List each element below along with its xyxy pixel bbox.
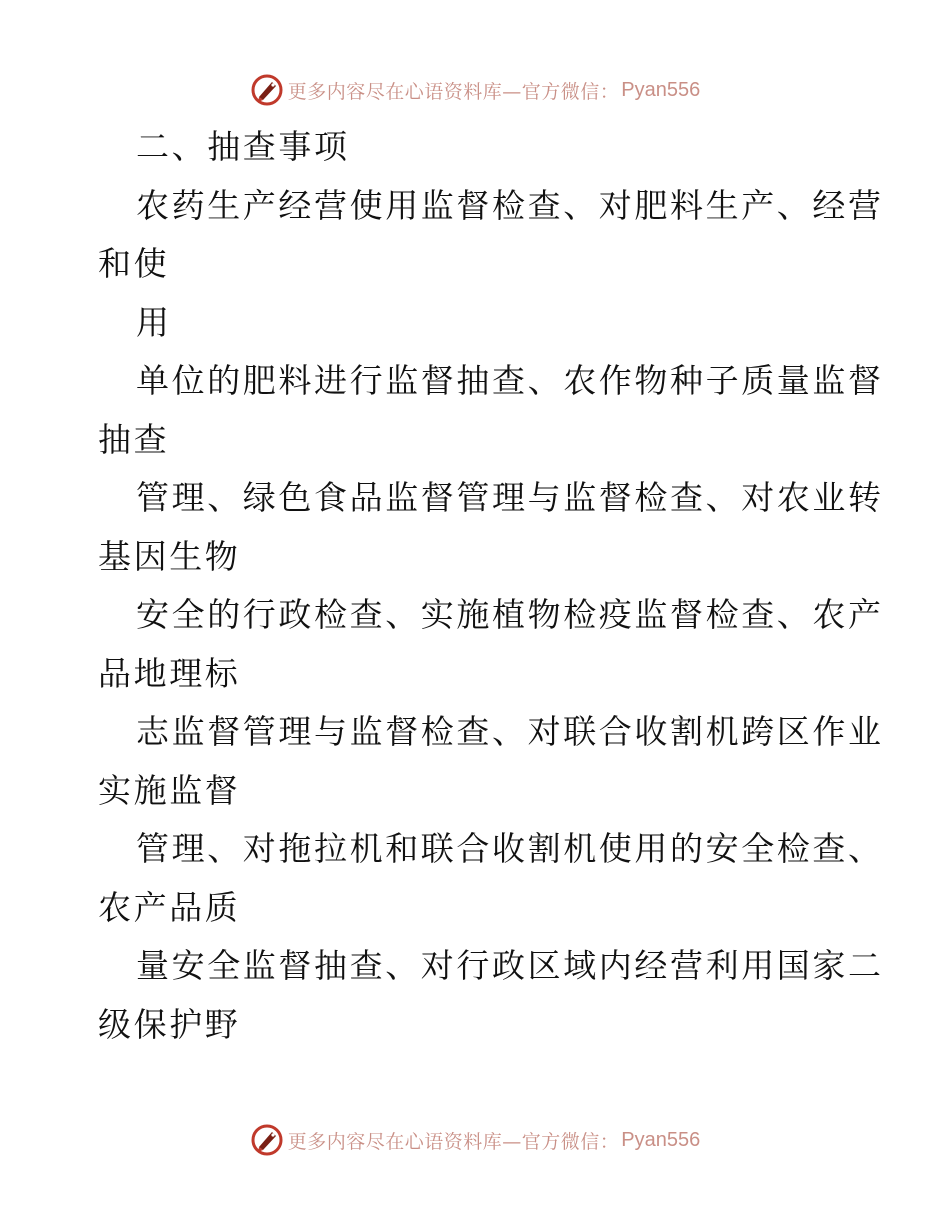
text-line: 二、抽查事项	[136, 127, 350, 166]
text-line: 志监督管理与监督检查、对联合收割机跨区作业	[136, 712, 884, 751]
text-line: 用	[136, 302, 172, 342]
text-line: 单位的肥料进行监督抽查、农作物种子质量监督	[136, 361, 884, 400]
text-line: 品地理标	[98, 653, 241, 693]
text-line: 农产品质	[98, 887, 241, 927]
banner-wechat-id: Pyan556	[621, 78, 701, 101]
text-line: 实施监督	[98, 770, 241, 810]
text-line: 管理、绿色食品监督管理与监督检查、对农业转	[136, 478, 884, 517]
banner-text: 更多内容尽在心语资料库—官方微信：	[287, 80, 620, 103]
document-body	[98, 118, 884, 1054]
text-line: 基因生物	[98, 536, 241, 576]
text-line: 农药生产经营使用监督检查、对肥料生产、经营	[136, 185, 884, 225]
pen-logo-icon	[250, 1123, 284, 1157]
text-line: 抽查	[98, 419, 170, 459]
header-banner	[0, 70, 950, 110]
footer-banner	[0, 1120, 950, 1160]
text-line: 管理、对拖拉机和联合收割机使用的安全检查、	[136, 829, 884, 868]
pen-logo-icon	[250, 73, 284, 107]
text-line: 级保护野	[98, 1004, 241, 1044]
text-line: 和使	[98, 244, 170, 283]
banner-wechat-id: Pyan556	[621, 1128, 701, 1151]
banner-text: 更多内容尽在心语资料库—官方微信：	[287, 1130, 620, 1153]
text-line: 量安全监督抽查、对行政区域内经营利用国家二	[136, 946, 884, 985]
text-line: 安全的行政检查、实施植物检疫监督检查、农产	[136, 595, 884, 634]
